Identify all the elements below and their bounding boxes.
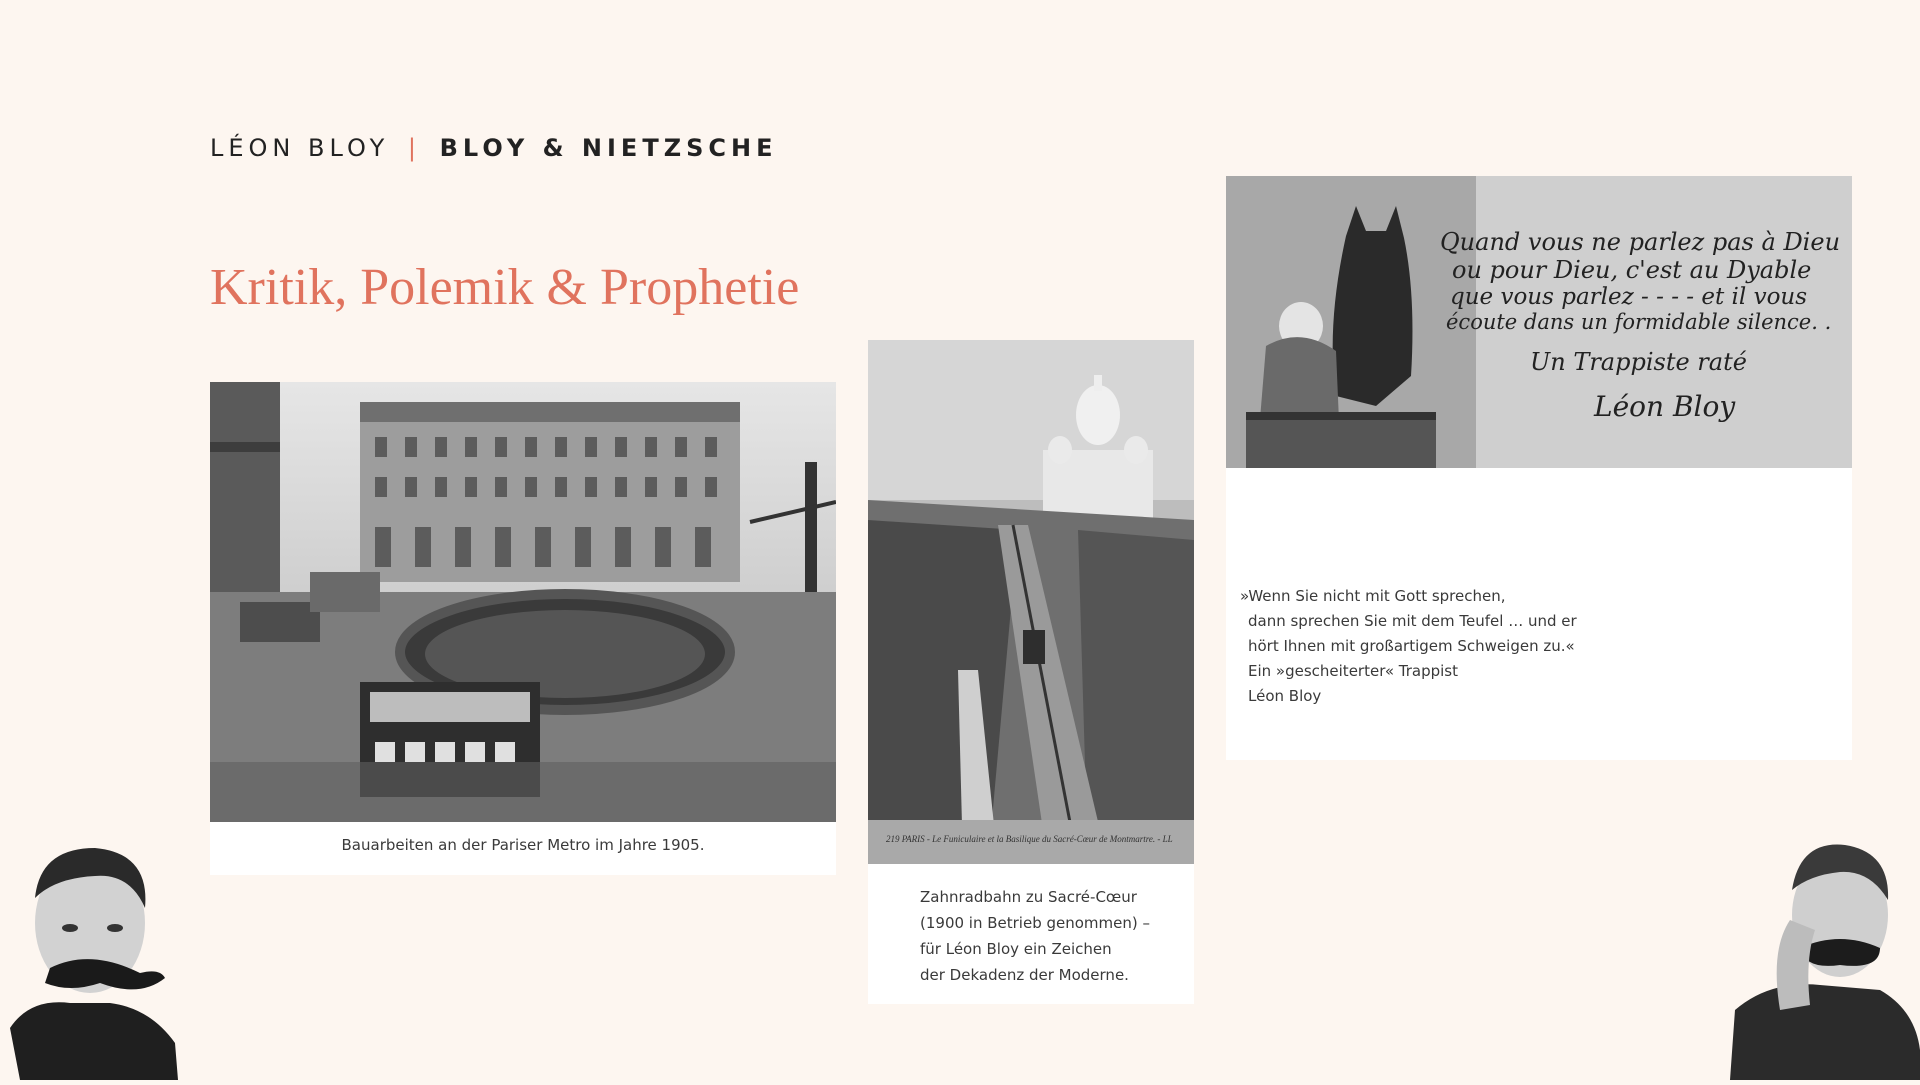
caption-line: »Wenn Sie nicht mit Gott sprechen, (1240, 587, 1506, 605)
portrait-leon-bloy (0, 828, 180, 1085)
metro-caption: Bauarbeiten an der Pariser Metro im Jahre 1905. (341, 836, 705, 854)
caption-line: für Léon Bloy ein Zeichen (920, 940, 1112, 958)
postcard-imprint (886, 834, 1173, 844)
handwriting-line: Quand vous ne parlez pas à Dieu (1440, 228, 1841, 256)
kicker-topic: BLOY & NIETZSCHE (439, 134, 778, 162)
caption-line: dann sprechen Sie mit dem Teufel … und er (1248, 612, 1577, 630)
handwriting-line: que vous parlez - - - - et il vous (1450, 284, 1808, 310)
portrait-nietzsche (1730, 830, 1920, 1085)
slide-title: Kritik, Polemik & Prophetie (210, 259, 800, 316)
caption-line: Léon Bloy (1248, 687, 1322, 705)
caption-line: hört Ihnen mit großartigem Schweigen zu.« (1248, 637, 1575, 655)
handwritten-quote-image (1226, 176, 1852, 468)
funicular-sacre-coeur-photo (868, 340, 1194, 864)
kicker-separator: | (407, 134, 421, 162)
handwriting-line: écoute dans un formidable silence. . (1446, 310, 1832, 334)
caption-line: (1900 in Betrieb genommen) – (920, 914, 1151, 932)
handwriting-line: ou pour Dieu, c'est au Dyable (1452, 256, 1812, 284)
postcard-imprint-line: 219 PARIS - Le Funiculaire (886, 834, 986, 844)
caption-line: Zahnradbahn zu Sacré-Cœur (920, 888, 1137, 906)
funicular-caption (920, 884, 1150, 988)
kicker-author: LÉON BLOY (210, 134, 390, 162)
caption-line: Ein »gescheiterter« Trappist (1248, 662, 1458, 680)
funicular-photo-card (868, 340, 1194, 1004)
metro-photo-card (210, 382, 836, 875)
handwritten-signature: Léon Bloy (1594, 390, 1736, 423)
metro-construction-photo (210, 382, 836, 822)
section-kicker (210, 134, 777, 162)
handwriting-line: Un Trappiste raté (1530, 348, 1747, 376)
quote-caption (1240, 584, 1577, 709)
caption-line: der Dekadenz der Moderne. (920, 966, 1129, 984)
quote-card (1226, 176, 1852, 760)
postcard-imprint-line: et la Basilique du Sacré-Cœur de Montmartre. - LL (987, 834, 1173, 844)
